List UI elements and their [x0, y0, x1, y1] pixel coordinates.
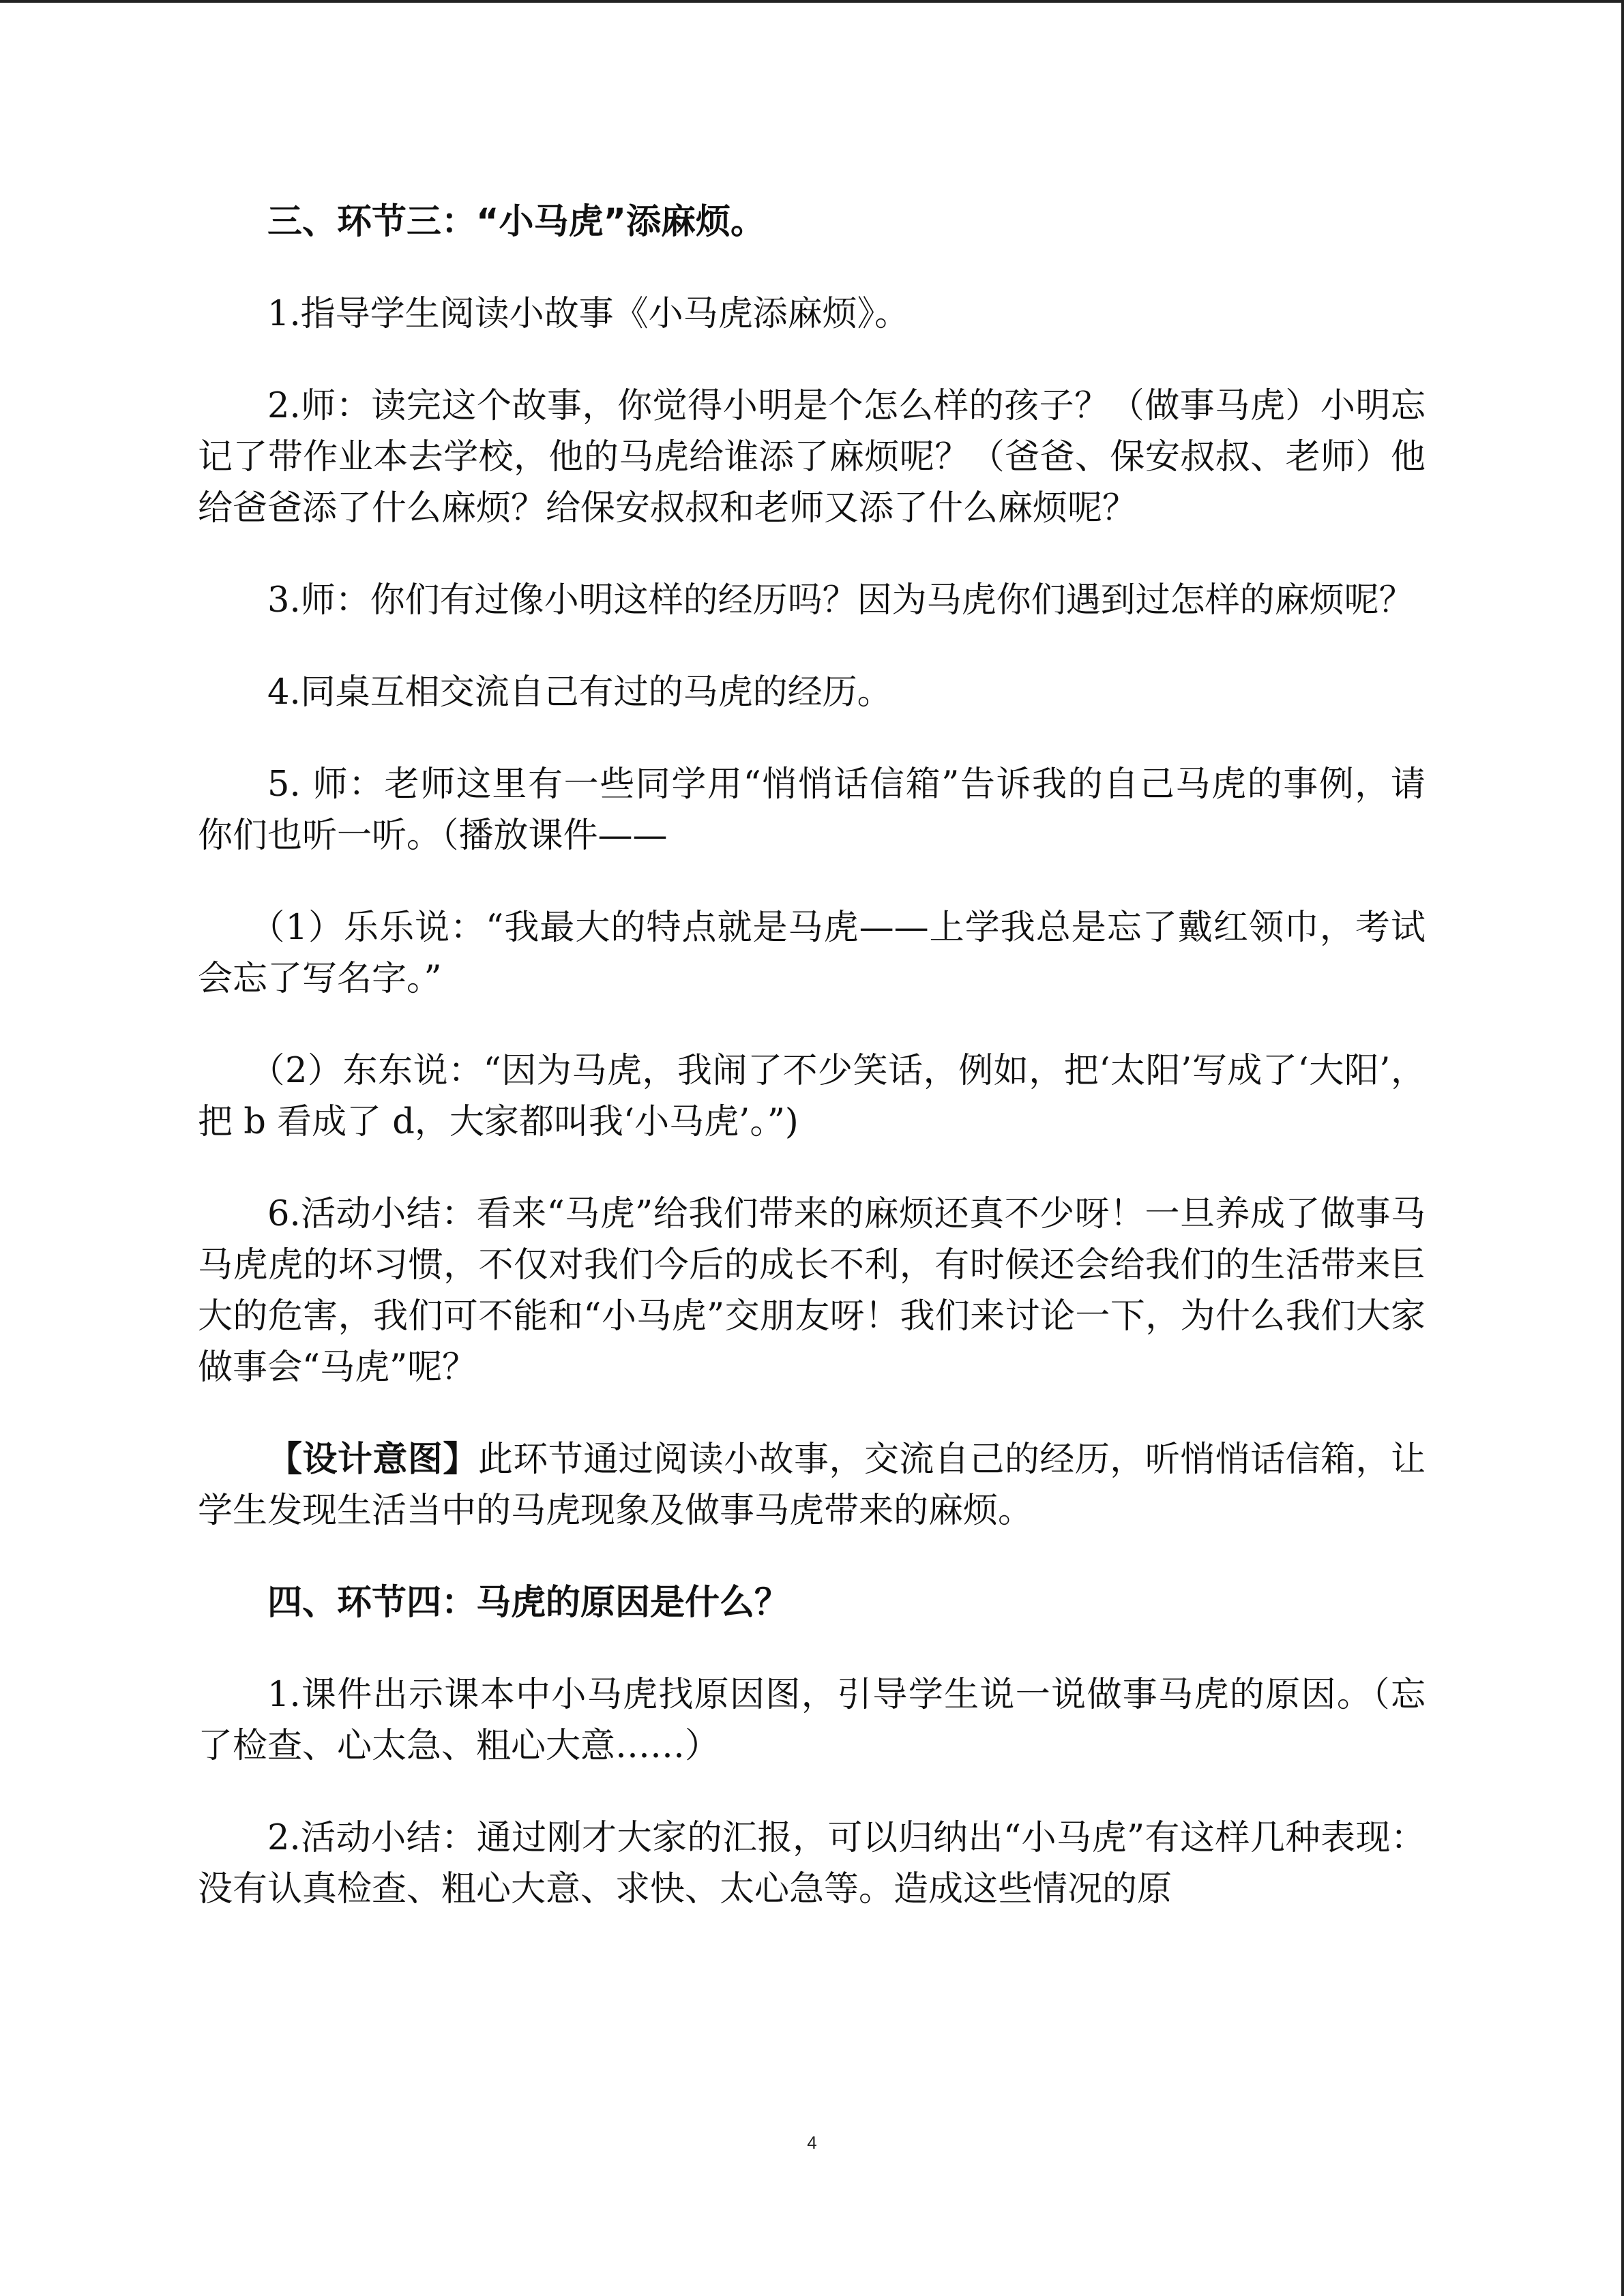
design-intent-text: 此环节通过阅读小故事，交流自己的经历，听悄悄话信箱，让学生发现生活当中的马虎现象及做事马虎带来的麻烦。	[198, 1440, 1426, 1531]
design-intent-label: 【设计意图】	[267, 1440, 478, 1480]
section3-item-5: 5. 师：老师这里有一些同学用“悄悄话信箱”告诉我的自己马虎的事例，请你们也听一听。（播放课件——	[198, 764, 1426, 856]
section3-sub-item-1: （1）乐乐说：“我最大的特点就是马虎——上学我总是忘了戴红领巾，考试会忘了写名字。”	[198, 908, 1426, 999]
section3-item-3: 3.师：你们有过像小明这样的经历吗？因为马虎你们遇到过怎样的麻烦呢？	[267, 580, 1414, 621]
section4-heading: 四、环节四：马虎的原因是什么？	[267, 1583, 790, 1623]
document-body	[198, 196, 1426, 1956]
page-number: 4	[807, 2132, 817, 2153]
section4-item-2: 2.活动小结：通过刚才大家的汇报，可以归纳出“小马虎”有这样几种表现：没有认真检查、粗心大意、求快、太心急等。造成这些情况的原	[198, 1818, 1426, 1909]
section3-item-4: 4.同桌互相交流自己有过的马虎的经历。	[267, 672, 892, 713]
section3-item-1: 1.指导学生阅读小故事《小马虎添麻烦》。	[267, 294, 910, 334]
section3-sub-item-2: （2）东东说：“因为马虎，我闹了不少笑话，例如，把‘太阳’写成了‘大阳’，把 b 看成了 d，大家都叫我‘小马虎’。”)	[198, 1051, 1426, 1142]
section4-item-1: 1.课件出示课本中小马虎找原因图，引导学生说一说做事马虎的原因。（忘了检查、心太急、粗心大意……）	[198, 1675, 1426, 1766]
section3-summary: 6.活动小结：看来“马虎”给我们带来的麻烦还真不少呀！一旦养成了做事马马虎虎的坏习惯，不仅对我们今后的成长不利，有时候还会给我们的生活带来巨大的危害，我们可不能和“小马虎”交朋友呀！我们来讨论一下，为什么我们大家做事会“马虎”呢？	[198, 1194, 1426, 1388]
section3-item-2: 2.师：读完这个故事，你觉得小明是个怎么样的孩子？（做事马虎）小明忘记了带作业本去学校，他的马虎给谁添了麻烦呢？（爸爸、保安叔叔、老师）他给爸爸添了什么麻烦？给保安叔叔和老师又添了什么麻烦呢？	[198, 386, 1426, 528]
section3-heading: 三、环节三：“小马虎”添麻烦。	[267, 202, 766, 242]
page-border-right	[1621, 0, 1624, 2296]
page-border-top	[0, 0, 1624, 3]
design-intent-paragraph	[198, 1434, 1426, 1536]
